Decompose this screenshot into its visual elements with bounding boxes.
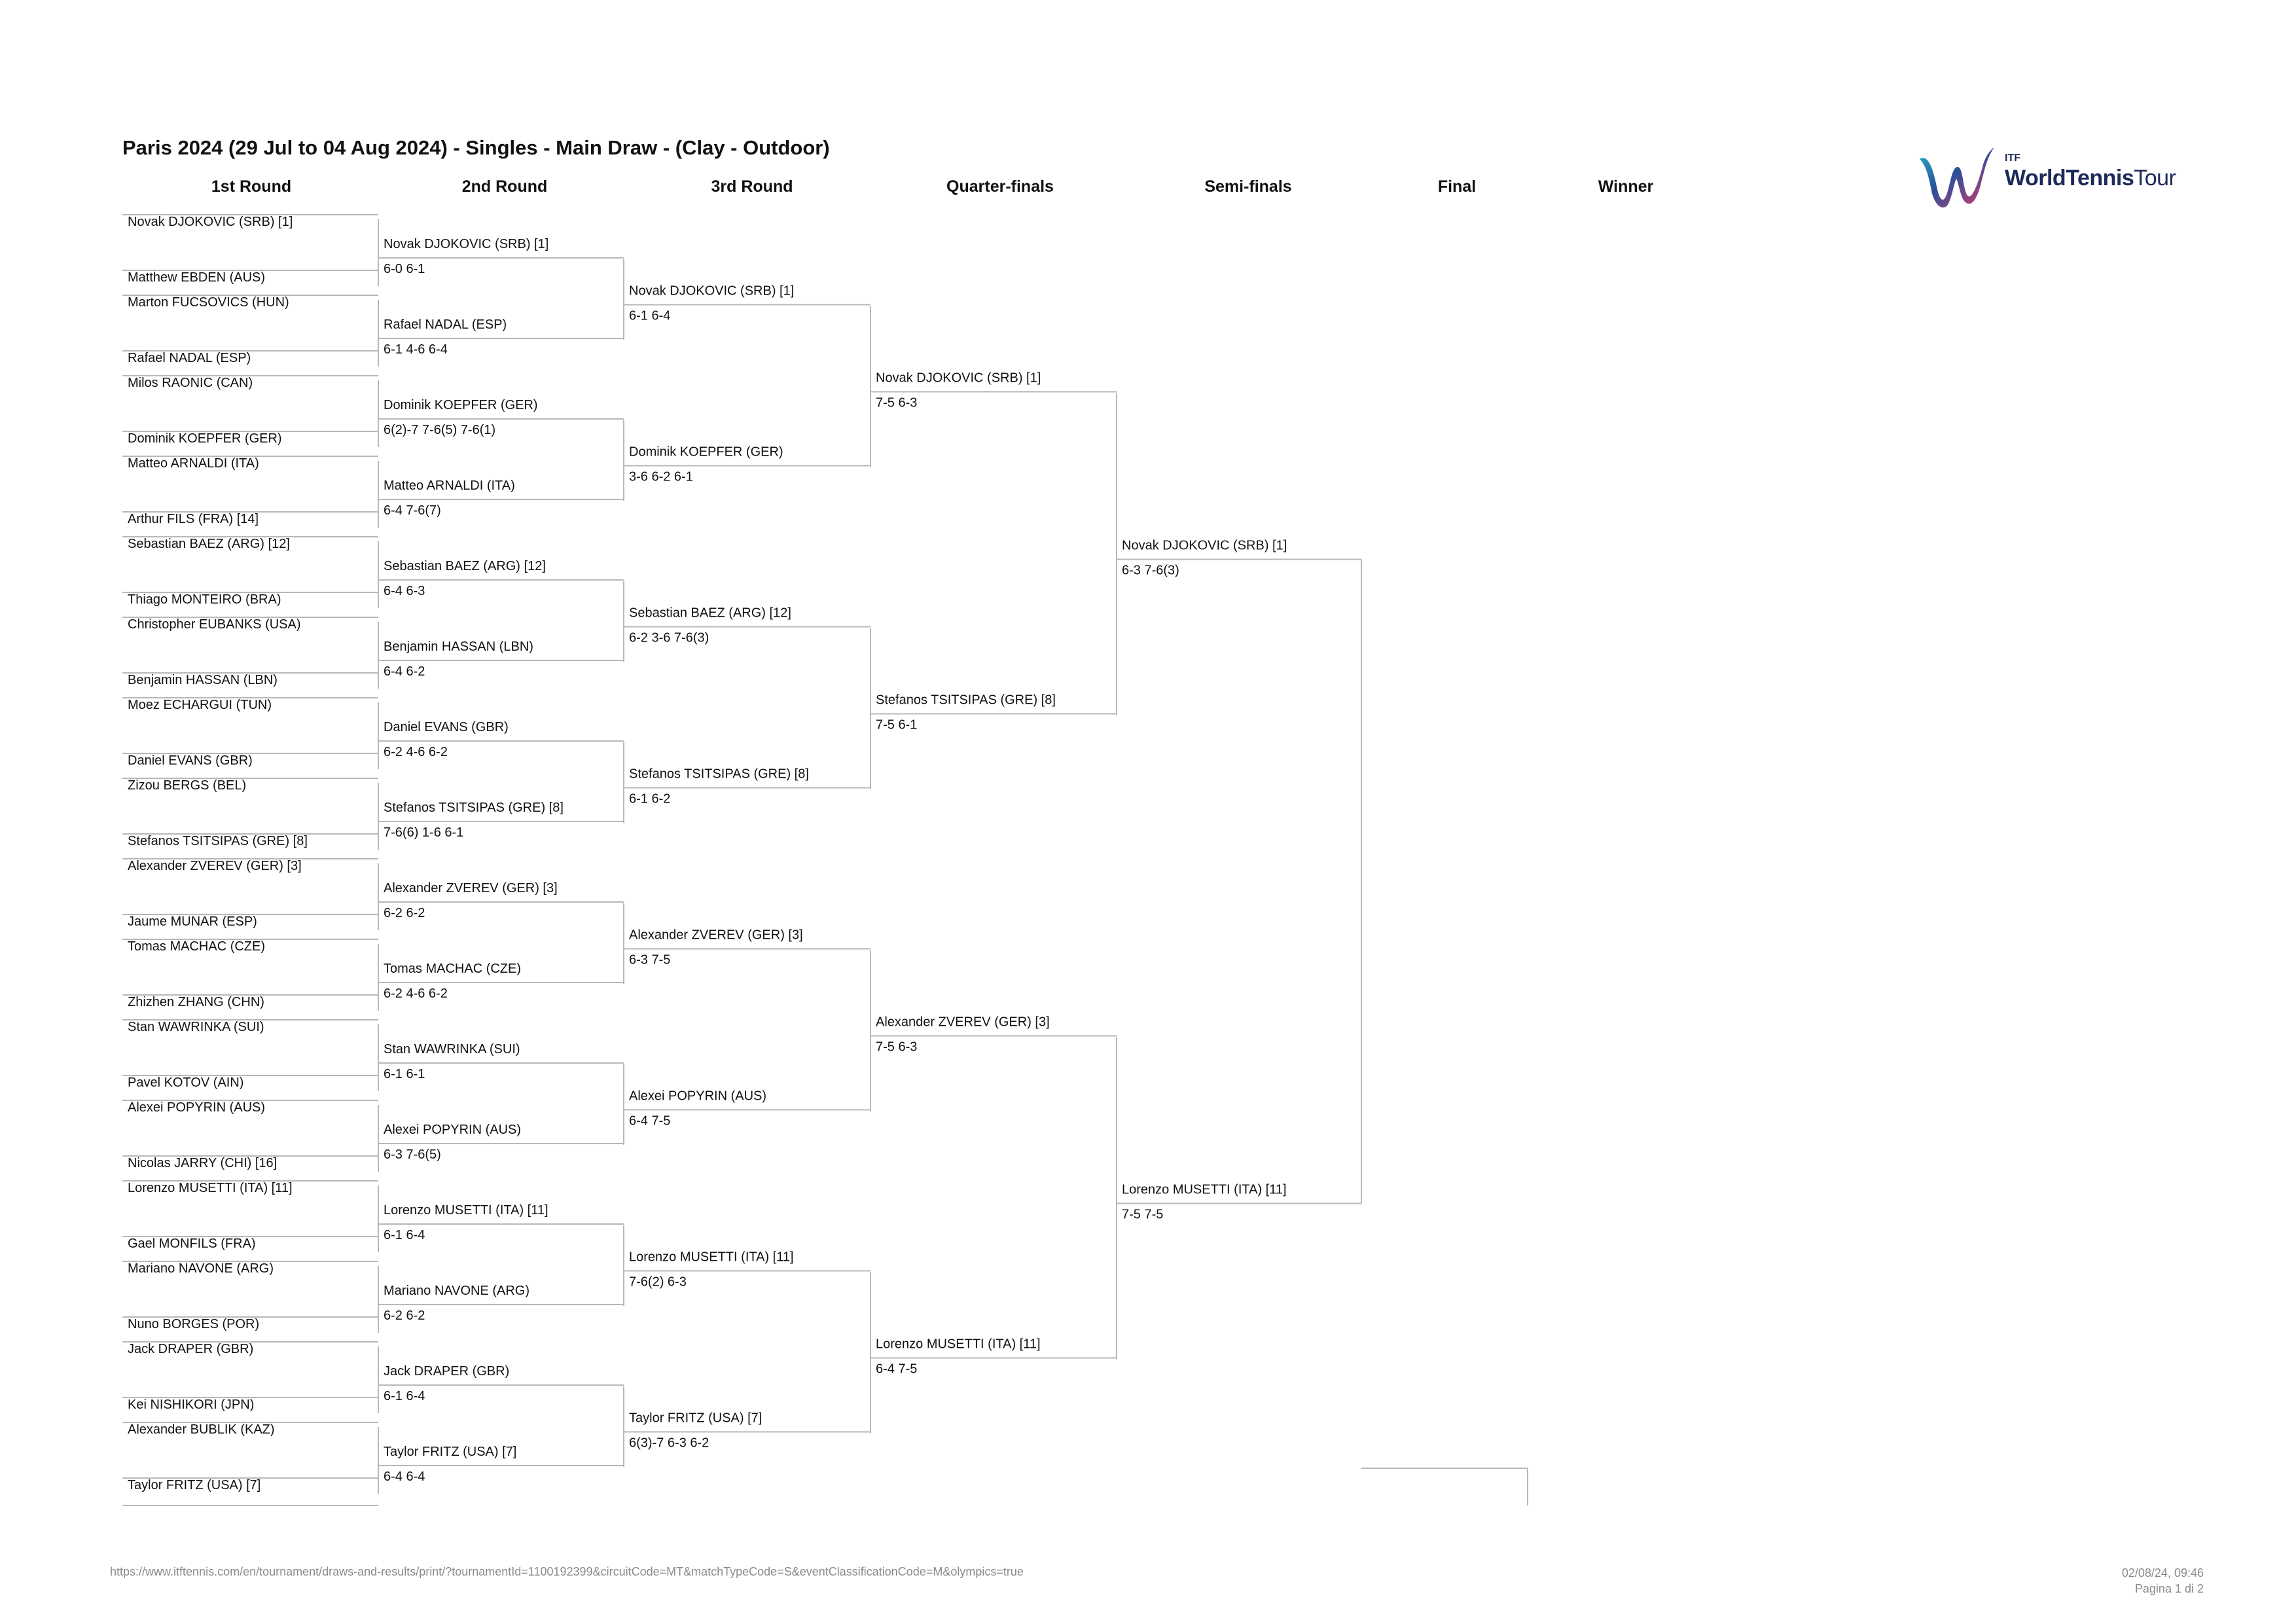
player-name: Mariano NAVONE (ARG) [128,1261,274,1276]
round-header-1st: 1st Round [211,177,292,196]
player-name: Alexander BUBLIK (KAZ) [128,1422,275,1437]
player-name: Moez ECHARGUI (TUN) [128,698,272,712]
player-name: Alexander ZVEREV (GER) [3] [629,928,803,943]
player-name: Stan WAWRINKA (SUI) [128,1020,264,1034]
player-name: Lorenzo MUSETTI (ITA) [11] [1122,1182,1287,1197]
player-name: Stefanos TSITSIPAS (GRE) [8] [876,693,1056,708]
player-name: Benjamin HASSAN (LBN) [128,673,278,687]
player-name: Mariano NAVONE (ARG) [384,1284,530,1298]
player-name: Sebastian BAEZ (ARG) [12] [384,559,546,573]
player-name: Dominik KOEPFER (GER) [384,398,538,412]
player-name: Sebastian BAEZ (ARG) [12] [629,605,791,621]
round-header-final: Final [1437,177,1477,196]
match-score: 6-0 6-1 [384,262,425,276]
player-name: Daniel EVANS (GBR) [384,720,509,734]
round-header-semifinals: Semi-finals [1204,177,1292,196]
player-name: Alexei POPYRIN (AUS) [629,1089,767,1104]
player-name: Dominik KOEPFER (GER) [128,431,282,446]
round-header-quarterfinals: Quarter-finals [946,177,1054,196]
match-score: 6-2 6-2 [384,906,425,920]
footer-url: https://www.itftennis.com/en/tournament/draws-and-results/print/?tournamentId=1100192399&circuitCode=MT&matchTypeCode=S&eventClassificationCode=M&olympics=true [110,1565,1024,1578]
player-name: Daniel EVANS (GBR) [128,753,253,768]
player-name: Zizou BERGS (BEL) [128,778,247,793]
match-score: 6-1 6-4 [384,1389,425,1403]
match-score: 7-5 6-3 [876,395,918,410]
player-name: Milos RAONIC (CAN) [128,376,253,390]
player-name: Novak DJOKOVIC (SRB) [1] [128,215,293,229]
player-name: Dominik KOEPFER (GER) [629,444,783,460]
player-name: Lorenzo MUSETTI (ITA) [11] [128,1181,293,1195]
page-title: Paris 2024 (29 Jul to 04 Aug 2024) - Singles - Main Draw - (Clay - Outdoor) [122,136,830,159]
player-name: Arthur FILS (FRA) [14] [128,512,259,526]
match-score: 6-2 6-2 [384,1308,425,1323]
match-score: 6-3 7-6(5) [384,1147,441,1162]
player-name: Matteo ARNALDI (ITA) [128,456,259,471]
player-name: Novak DJOKOVIC (SRB) [1] [1122,538,1287,553]
player-name: Jack DRAPER (GBR) [384,1364,510,1379]
player-name: Rafael NADAL (ESP) [128,351,251,365]
match-score: 6-1 6-4 [384,1228,425,1242]
footer-datetime: 02/08/24, 09:46 [2121,1566,2204,1579]
logo-itf-text: ITF [2005,153,2020,164]
player-name: Kei NISHIKORI (JPN) [128,1398,255,1412]
match-score: 6-2 4-6 6-2 [384,745,448,759]
player-name: Taylor FRITZ (USA) [7] [128,1478,261,1492]
player-name: Tomas MACHAC (CZE) [384,962,522,976]
player-name: Pavel KOTOV (AIN) [128,1075,244,1090]
match-score: 7-5 6-1 [876,717,918,732]
player-name: Christopher EUBANKS (USA) [128,617,301,632]
match-score: 6-3 7-5 [629,952,671,967]
player-name: Alexei POPYRIN (AUS) [384,1123,522,1137]
match-score: 6-1 4-6 6-4 [384,342,448,357]
player-name: Alexei POPYRIN (AUS) [128,1100,266,1115]
player-name: Novak DJOKOVIC (SRB) [1] [629,283,795,298]
logo-brand-world: World [2005,166,2066,190]
match-score: 6-2 3-6 7-6(3) [629,630,709,645]
player-name: Lorenzo MUSETTI (ITA) [11] [629,1250,794,1265]
player-name: Zhizhen ZHANG (CHN) [128,995,264,1009]
player-name: Benjamin HASSAN (LBN) [384,640,533,654]
player-name: Tomas MACHAC (CZE) [128,939,266,954]
player-name: Gael MONFILS (FRA) [128,1236,256,1251]
logo-brand-tennis: Tennis [2066,166,2134,190]
player-name: Stefanos TSITSIPAS (GRE) [8] [384,801,564,815]
footer-date-page [2122,1565,2204,1597]
player-name: Alexander ZVEREV (GER) [3] [128,859,302,873]
match-score: 6-1 6-2 [629,791,671,806]
match-score: 7-6(2) 6-3 [629,1274,687,1290]
logo-brand-tour: Tour [2134,166,2176,190]
player-name: Nicolas JARRY (CHI) [16] [128,1156,278,1170]
player-name: Lorenzo MUSETTI (ITA) [11] [876,1337,1041,1352]
footer-page-number: Pagina 1 di 2 [2134,1582,2204,1595]
player-name: Taylor FRITZ (USA) [7] [629,1411,762,1426]
match-score: 7-5 6-3 [876,1039,918,1055]
player-name: Matthew EBDEN (AUS) [128,270,266,285]
round-header-2nd: 2nd Round [461,177,548,196]
player-name: Nuno BORGES (POR) [128,1317,260,1331]
player-name: Thiago MONTEIRO (BRA) [128,592,281,607]
player-name: Rafael NADAL (ESP) [384,317,507,332]
player-name: Lorenzo MUSETTI (ITA) [11] [384,1203,548,1218]
match-score: 6-2 4-6 6-2 [384,986,448,1001]
player-name: Stefanos TSITSIPAS (GRE) [8] [128,834,308,848]
match-score: 7-6(6) 1-6 6-1 [384,825,464,840]
match-score: 6-3 7-6(3) [1122,563,1179,578]
round-header-winner: Winner [1598,177,1654,196]
player-name: Stefanos TSITSIPAS (GRE) [8] [629,767,809,782]
player-name: Stan WAWRINKA (SUI) [384,1042,520,1056]
match-score: 6-4 7-6(7) [384,503,441,518]
match-score: 6(2)-7 7-6(5) 7-6(1) [384,423,496,437]
player-name: Novak DJOKOVIC (SRB) [1] [876,370,1041,386]
match-score: 6-4 7-5 [629,1113,671,1128]
player-name: Alexander ZVEREV (GER) [3] [876,1015,1050,1030]
player-name: Novak DJOKOVIC (SRB) [1] [384,237,549,251]
player-name: Jaume MUNAR (ESP) [128,914,257,929]
round-header-3rd: 3rd Round [711,177,793,196]
match-score: 6-4 6-3 [384,584,425,598]
player-name: Matteo ARNALDI (ITA) [384,478,515,493]
match-score: 6(3)-7 6-3 6-2 [629,1435,709,1451]
match-score: 6-1 6-4 [629,308,671,323]
player-name: Taylor FRITZ (USA) [7] [384,1445,517,1459]
player-name: Sebastian BAEZ (ARG) [12] [128,537,290,551]
match-score: 6-1 6-1 [384,1067,425,1081]
match-score: 6-4 6-2 [384,664,425,679]
player-name: Jack DRAPER (GBR) [128,1342,254,1356]
match-score: 3-6 6-2 6-1 [629,469,693,484]
player-name: Marton FUCSOVICS (HUN) [128,295,289,310]
match-score: 7-5 7-5 [1122,1207,1164,1222]
match-score: 6-4 6-4 [384,1470,425,1484]
player-name: Alexander ZVEREV (GER) [3] [384,881,558,895]
match-score: 6-4 7-5 [876,1362,918,1377]
